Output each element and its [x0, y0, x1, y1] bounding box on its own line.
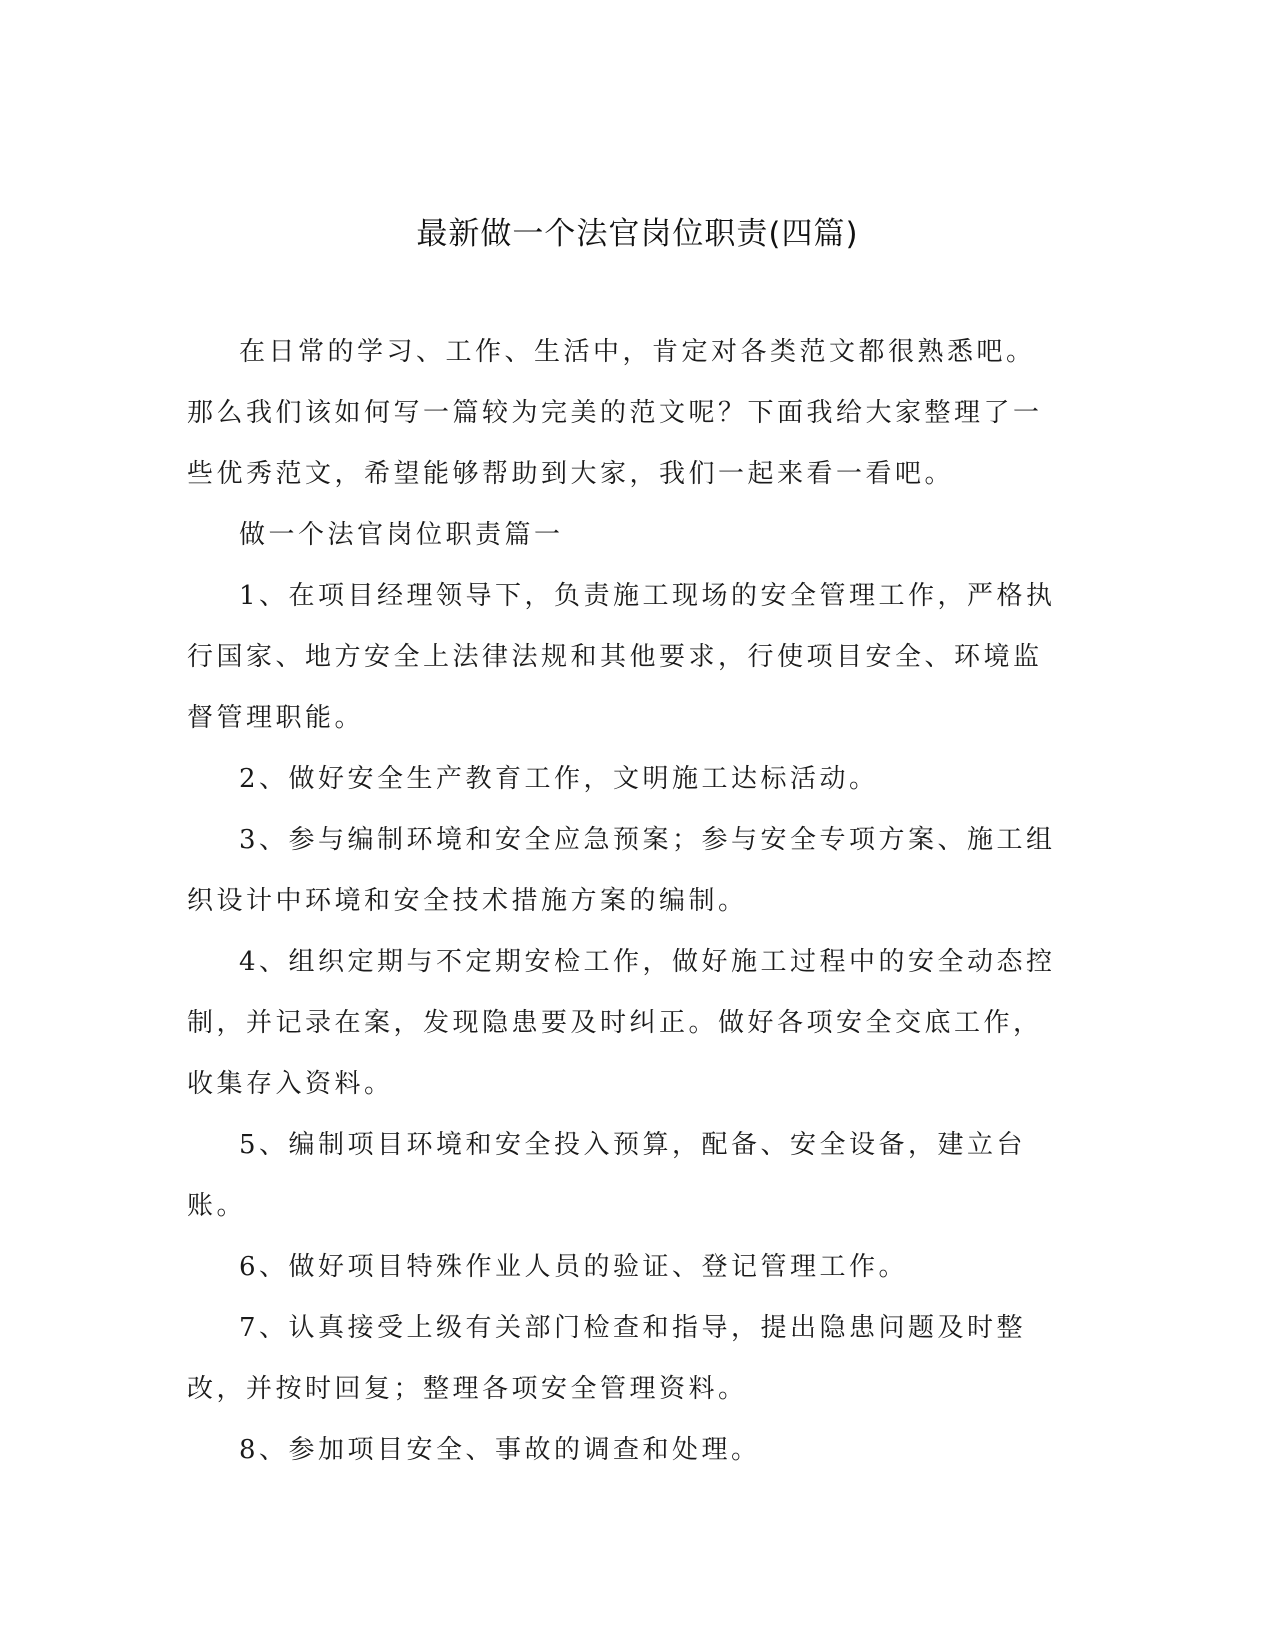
list-item: 6、做好项目特殊作业人员的验证、登记管理工作。: [239, 1252, 909, 1282]
document-title: 最新做一个法官岗位职责(四篇): [416, 216, 859, 252]
section-heading: 做一个法官岗位职责篇一: [239, 520, 564, 550]
document-body: [187, 322, 1057, 1481]
intro-paragraph: 在日常的学习、工作、生活中，肯定对各类范文都很熟悉吧。那么我们该如何写一篇较为完美的范文呢？下面我给大家整理了一些优秀范文，希望能够帮助到大家，我们一起来看一看吧。: [187, 337, 1043, 489]
list-item: 2、做好安全生产教育工作，文明施工达标活动。: [239, 764, 879, 794]
list-item: 8、参加项目安全、事故的调查和处理。: [239, 1435, 761, 1465]
list-item: 4、组织定期与不定期安检工作，做好施工过程中的安全动态控制，并记录在案，发现隐患要及时纠正。做好各项安全交底工作，收集存入资料。: [187, 947, 1056, 1099]
list-item: 5、编制项目环境和安全投入预算，配备、安全设备，建立台账。: [187, 1130, 1027, 1221]
list-item: 1、在项目经理领导下，负责施工现场的安全管理工作，严格执行国家、地方安全上法律法规和其他要求，行使项目安全、环境监督管理职能。: [187, 581, 1056, 733]
list-item: 3、参与编制环境和安全应急预案；参与安全专项方案、施工组织设计中环境和安全技术措施方案的编制。: [187, 825, 1056, 916]
list-item: 7、认真接受上级有关部门检查和指导，提出隐患问题及时整改，并按时回复；整理各项安全管理资料。: [187, 1313, 1027, 1404]
